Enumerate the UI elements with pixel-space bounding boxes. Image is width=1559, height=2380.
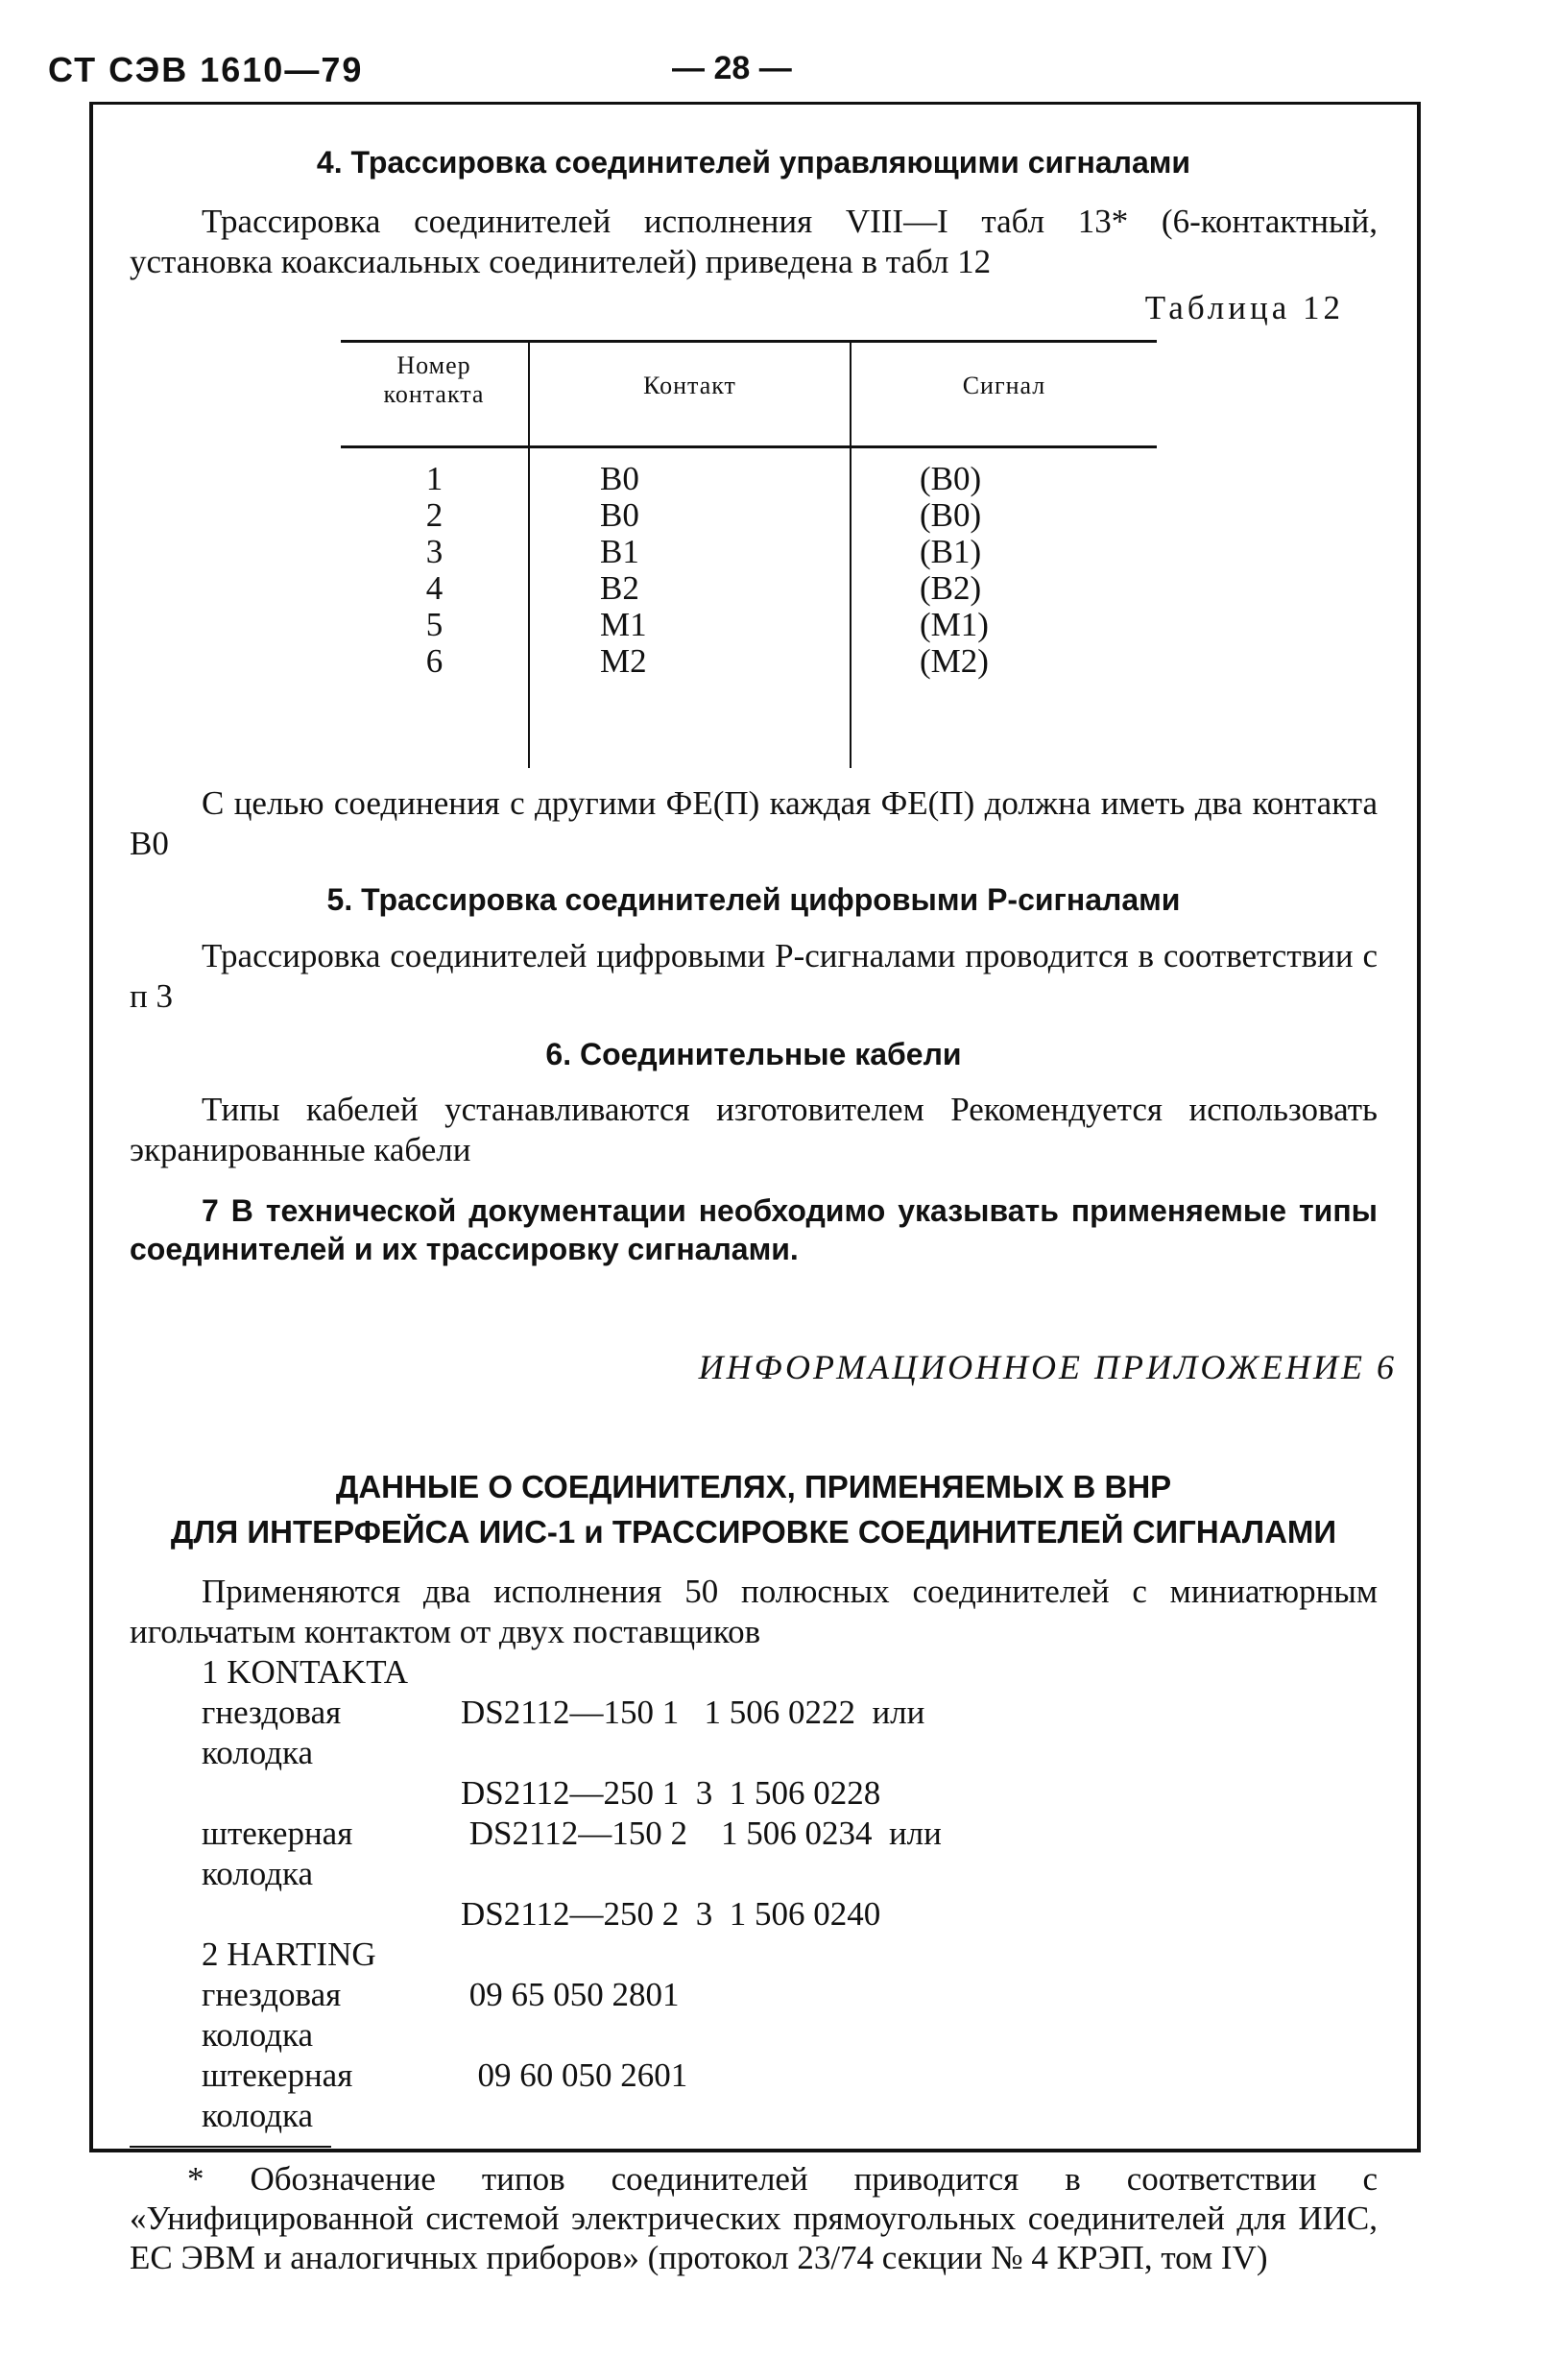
table-cell: (М1) (920, 606, 989, 644)
page-content (130, 144, 1397, 2278)
table-12 (341, 328, 1157, 770)
section-5-title: 5. Трассировка соединителей цифровыми Р-сигналами (326, 882, 1181, 918)
table-cell: (В1) (920, 533, 982, 571)
section-4-title: 4. Трассировка соединителей управляющими сигналами (316, 145, 1191, 180)
list-item-label: гнездовая колодка (202, 1693, 342, 1771)
table-cell: (В2) (920, 569, 982, 608)
list-item-label: штекерная колодка (202, 2055, 353, 2134)
table-cell: В2 (600, 569, 639, 608)
footnote: * Обозначение типов соединителей приводится в соответствии с «Унифицированной системой электрических прямоугольных соединителей для ИИС, ЕС ЭВМ и аналогичных приборов» (протокол 23/74 секции № 4 КРЭП, том IV) (130, 2159, 1378, 2277)
list-item (130, 1693, 1378, 1773)
table-column-divider (850, 340, 851, 768)
table-top-rule (341, 340, 1157, 343)
paragraph-after-table: С целью соединения с другими ФЕ(П) каждая ФЕ(П) должна иметь два контакта В0 (130, 784, 1378, 863)
section-6-title: 6. Соединительные кабели (545, 1036, 962, 1071)
list-item-value: DS2112—250 1 3 1 506 0228 (461, 1773, 881, 1812)
table-cell: (В0) (920, 460, 982, 498)
footnote-rule (130, 2146, 331, 2148)
supplier-2-name: 2 HARTING (202, 1935, 376, 1973)
table-cell: В1 (600, 533, 639, 571)
section-5-text: Трассировка соединителей цифровыми Р-сигналами проводится в соответствии с п 3 (130, 936, 1378, 1015)
section-4-text: Трассировка соединителей исполнения VIII—I табл 13* (6-контактный, установка коаксиальных соединителей) приведена в табл 12 (130, 203, 1378, 281)
table-cell: (В0) (920, 496, 982, 535)
table-cell: 2 (425, 496, 444, 535)
table-column-signal (920, 461, 989, 680)
list-item-value: DS2112—250 2 3 1 506 0240 (461, 1894, 881, 1933)
list-item (130, 1975, 1378, 2055)
document-code: СТ СЭВ 1610—79 (48, 50, 364, 89)
supplier-1-name: 1 KONTAKTA (202, 1652, 409, 1691)
table-header-rule (341, 445, 1157, 448)
table-header-signal: Сигнал (962, 372, 1046, 400)
appendix-label: ИНФОРМАЦИОННОЕ ПРИЛОЖЕНИЕ 6 (698, 1348, 1397, 1387)
table-header-number: Номер контакта (383, 351, 485, 409)
table-cell: 4 (425, 569, 444, 608)
table-cell: М1 (600, 606, 647, 644)
frame-left-rule (89, 102, 93, 2152)
table-column-contact (600, 461, 647, 680)
frame-right-rule (1417, 102, 1421, 2152)
table-cell: М2 (600, 642, 647, 681)
appendix-title-line-2: ДЛЯ ИНТЕРФЕЙСА ИИС-1 и ТРАССИРОВКЕ СОЕДИНИТЕЛЕЙ СИГНАЛАМИ (170, 1513, 1337, 1550)
section-6-text: Типы кабелей устанавливаются изготовителем Рекомендуется использовать экранированные кабели (130, 1091, 1378, 1169)
table-cell: 3 (425, 533, 444, 571)
section-7-text: 7 В технической документации необходимо указывать применяемые типы соединителей и их трассировку сигналами. (130, 1193, 1378, 1267)
list-item-value: 09 60 050 2601 (461, 2055, 688, 2094)
appendix-title-line-1: ДАННЫЕ О СОЕДИНИТЕЛЯХ, ПРИМЕНЯЕМЫХ В ВНР (335, 1469, 1172, 1505)
table-cell: В0 (600, 496, 639, 535)
table-header-contact: Контакт (643, 372, 736, 400)
list-item-value: DS2112—150 2 1 506 0234 или (461, 1814, 942, 1852)
table-cell: 1 (425, 460, 444, 498)
table-cell: 5 (425, 606, 444, 644)
table-cell: В0 (600, 460, 639, 498)
list-item-label: гнездовая колодка (202, 1975, 342, 2054)
connector-listing (130, 1652, 1378, 2136)
frame-top-rule (89, 102, 1420, 105)
list-item-value: DS2112—150 1 1 506 0222 или (461, 1693, 925, 1731)
list-item (130, 1773, 1378, 1814)
list-item-value: 09 65 050 2801 (461, 1975, 680, 2013)
table-column-number (341, 461, 528, 680)
list-item (130, 1894, 1378, 1935)
list-item-label: штекерная колодка (202, 1814, 353, 1892)
list-item (130, 1814, 1378, 1894)
list-item (130, 2055, 1378, 2136)
table-cell: (М2) (920, 642, 989, 681)
table-column-divider (528, 340, 530, 768)
page-number: — 28 — (672, 50, 792, 86)
appendix-intro: Применяются два исполнения 50 полюсных соединителей с миниатюрным игольчатым контактом от двух поставщиков (130, 1572, 1378, 1650)
table-12-label: Таблица 12 (1144, 289, 1344, 327)
table-cell: 6 (425, 642, 444, 681)
